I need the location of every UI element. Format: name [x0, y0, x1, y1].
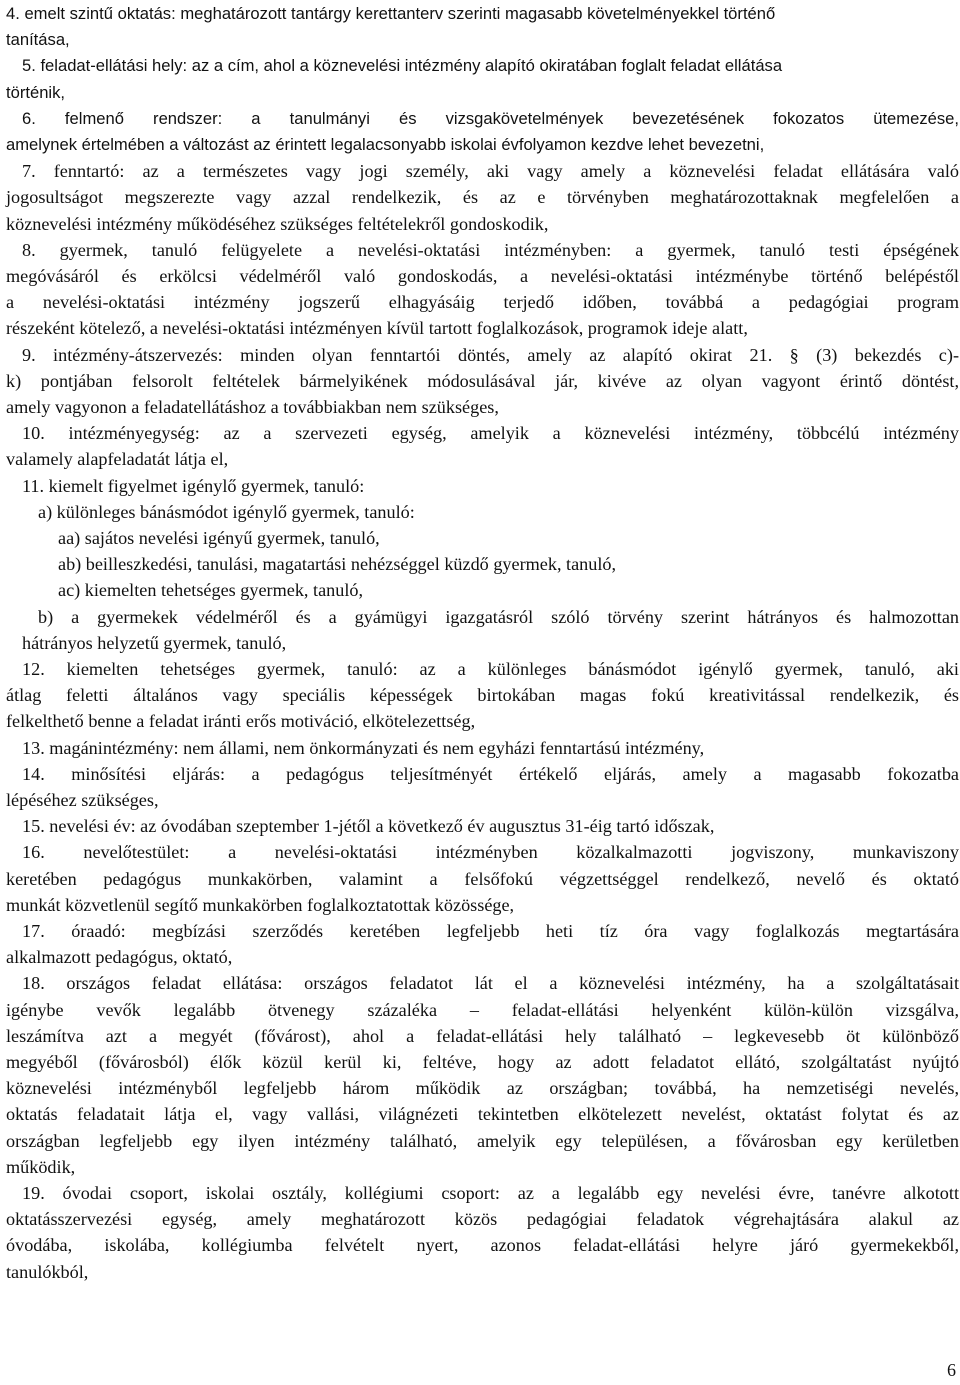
- text-line: leszámítva azt a megyét (fővárost), ahol a feladat-ellátási hely található – legkevesebb öt különböző: [6, 1025, 959, 1046]
- text-line: a) különleges bánásmódot igénylő gyermek, tanuló:: [38, 501, 415, 522]
- text-line: amely vagyonon a feladatellátáshoz a továbbiakban nem szükséges,: [6, 397, 499, 417]
- page-number: 6: [947, 1360, 956, 1380]
- text-line: történik,: [6, 82, 66, 102]
- text-line: részeként kötelező, a nevelési-oktatási intézményen kívül tartott foglalkozások, programok ideje alatt,: [6, 318, 748, 339]
- text-line: 11. kiemelt figyelmet igénylő gyermek, tanuló:: [22, 475, 365, 496]
- text-line: óvodába, iskolába, kollégiumba felvételt nyert, azonos feladat-ellátási helyre járó gyermekekből,: [6, 1235, 959, 1256]
- text-line: megóvásáról és erkölcsi védelméről való gondoskodás, a nevelési-oktatási intézménybe történő belépéstől: [6, 266, 959, 286]
- text-line: 4. emelt szintű oktatás: meghatározott tantárgy kerettanterv szerinti magasabb követelményekkel történő: [6, 4, 776, 23]
- text-line: valamely alapfeladatát látja el,: [6, 449, 229, 470]
- text-line: keretében pedagógus munkakörben, valamint a felsőfokú végzettséggel rendelkező, nevelő és oktató: [6, 868, 959, 889]
- text-line: a nevelési-oktatási intézmény jogszerű elhagyásáig terjedő időben, továbbá a pedagógiai program: [6, 292, 959, 313]
- text-line: munkát közvetlenül segítő munkakörben foglalkoztatottak közössége,: [6, 894, 515, 915]
- text-line: ab) beilleszkedési, tanulási, magatartási nehézséggel küzdő gyermek, tanuló,: [58, 554, 617, 575]
- text-line: 6. felmenő rendszer: a tanulmányi és vizsgakövetelmények bevezetésének fokozatos ütemezése,: [22, 108, 959, 128]
- text-line: 17. óraadó: megbízási szerződés keretében legfeljebb heti tíz óra vagy foglalkozás megtartására: [22, 921, 959, 941]
- text-line: 5. feladat-ellátási hely: az a cím, ahol a köznevelési intézmény alapító okiratában foglalt feladat ellátása: [22, 56, 783, 76]
- text-line: 18. országos feladat ellátása: országos feladatot lát el a köznevelési intézmény, ha a szolgáltatásait: [22, 973, 959, 994]
- text-line: 19. óvodai csoport, iskolai osztály, kollégiumi csoport: az a legalább egy nevelési évre, tanévre alkotott: [22, 1183, 959, 1203]
- text-line: oktatás feladatait látja el, vagy vallási, világnézeti tekintetben elkötelezett nevelést, oktatást folytat és az: [6, 1104, 959, 1125]
- text-line: 14. minősítési eljárás: a pedagógus teljesítményét értékelő eljárás, amely a magasabb fokozatba: [22, 763, 959, 784]
- text-line: k) pontjában felsorolt feltételek bármelyikének módosulásával jár, kivéve az olyan vagyont érintő döntést,: [6, 370, 959, 391]
- text-line: amelynek értelmében a változást az érintett legalacsonyabb iskolai évfolyamon kezdve lehet bevezetni,: [6, 135, 765, 154]
- text-line: felkelthető benne a feladat iránti erős motiváció, elkötelezettség,: [6, 711, 476, 732]
- text-line: jogosultságot megszerezte vagy azzal rendelkezik, és az e törvényben meghatározottaknak megfelelően a: [6, 187, 959, 208]
- text-line: oktatásszervezési egység, amely meghatározott közös pedagógiai feladatok végrehajtására alakul az: [6, 1209, 959, 1230]
- text-line: aa) sajátos nevelési igényű gyermek, tanuló,: [58, 528, 380, 548]
- text-line: 13. magánintézmény: nem állami, nem önkormányzati és nem egyházi fenntartású intézmény,: [22, 737, 705, 758]
- text-line: alkalmazott pedagógus, oktató,: [6, 947, 233, 968]
- text-line: 8. gyermek, tanuló felügyelete a nevelési-oktatási intézményben: a gyermek, tanuló testi épségének: [22, 239, 959, 260]
- text-line: lépéséhez szükséges,: [6, 790, 159, 810]
- text-line: 9. intézmény-átszervezés: minden olyan fenntartói döntés, amely az alapító okirat 21. § (3) bekezdés c)-: [22, 344, 959, 365]
- text-line: megyéből (fővárosból) élők közül kerül ki, feltéve, hogy az adott feladatot ellátó, szolgáltatást nyújtó: [6, 1052, 959, 1072]
- text-line: b) a gyermekek védelméről és a gyámügyi igazgatásról szóló törvény szerint hátrányos és halmozottan: [38, 606, 959, 627]
- text-line: köznevelési intézmény működéséhez szükséges feltételekről gondoskodik,: [6, 213, 549, 234]
- text-line: ac) kiemelten tehetséges gyermek, tanuló,: [58, 580, 364, 601]
- text-line: igénybe vevők legalább ötvenegy százaléka – feladat-ellátási helyenként külön-külön vizsgálva,: [6, 999, 959, 1020]
- text-line: 10. intézményegység: az a szervezeti egység, amelyik a köznevelési intézmény, többcélú intézmény: [22, 423, 959, 444]
- text-line: tanítása,: [6, 30, 70, 50]
- text-line: országban legfeljebb egy ilyen intézmény található, amelyik egy településen, a fővárosban egy kerületben: [6, 1130, 959, 1151]
- text-line: működik,: [6, 1156, 76, 1177]
- text-line: 16. nevelőtestület: a nevelési-oktatási intézményben közalkalmazotti jogviszony, munkaviszony: [22, 842, 959, 863]
- text-line: köznevelési intézményből legfeljebb három működik az országban; továbbá, ha nemzetiségi nevelés,: [6, 1078, 959, 1099]
- text-line: 7. fenntartó: az a természetes vagy jogi személy, aki vagy amely a köznevelési feladat ellátására való: [22, 161, 959, 182]
- text-line: átlag feletti általános vagy speciális képességek birtokában magas fokú kreativitással rendelkezik, és: [6, 685, 959, 706]
- text-line: hátrányos helyzetű gyermek, tanuló,: [22, 632, 287, 653]
- text-line: 15. nevelési év: az óvodában szeptember 1-jétől a következő év augusztus 31-éig tartó időszak,: [22, 816, 715, 837]
- text-line: tanulókból,: [6, 1261, 89, 1282]
- text-line: 12. kiemelten tehetséges gyermek, tanuló: az a különleges bánásmódot igénylő gyermek, tanuló, aki: [22, 659, 959, 679]
